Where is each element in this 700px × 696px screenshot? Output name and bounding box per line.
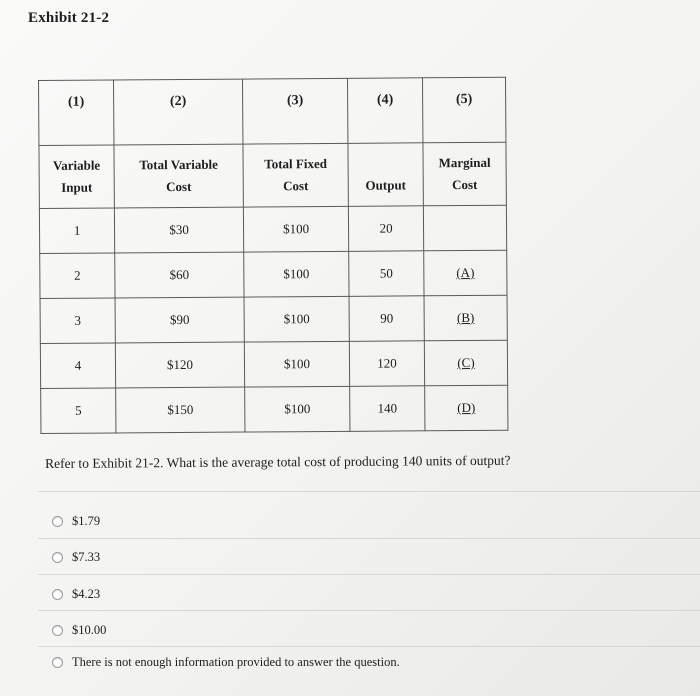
header-line: Cost xyxy=(283,178,309,194)
header-line: Marginal xyxy=(438,154,491,171)
col-header-total-variable-cost xyxy=(114,144,243,208)
table-header-names xyxy=(39,142,506,208)
answer-option-3[interactable] xyxy=(52,587,100,602)
divider xyxy=(38,491,700,492)
answer-option-4[interactable] xyxy=(52,623,106,638)
divider xyxy=(38,574,700,575)
header-line: Cost xyxy=(452,176,478,193)
divider xyxy=(38,538,700,539)
col-number: (4) xyxy=(347,78,422,144)
table-row xyxy=(40,250,507,298)
answer-option-2[interactable] xyxy=(52,550,100,565)
header-line: Total Fixed xyxy=(264,155,328,172)
table-cell: 3 xyxy=(40,298,115,344)
table-row xyxy=(39,205,506,253)
table-cell: 1 xyxy=(39,208,114,254)
table-cell xyxy=(423,205,506,251)
answer-option-1[interactable] xyxy=(52,514,100,529)
answer-label: $7.33 xyxy=(72,550,101,564)
radio-button-icon[interactable] xyxy=(52,657,63,668)
table-cell: $100 xyxy=(244,341,349,387)
table-cell: 4 xyxy=(40,343,115,389)
table-row xyxy=(40,340,507,388)
table-cell: 50 xyxy=(349,251,424,297)
header-line xyxy=(349,152,423,175)
col-header-marginal-cost xyxy=(423,142,506,206)
table-cell: (C) xyxy=(424,340,507,386)
answer-label: $4.23 xyxy=(72,587,101,601)
table-cell: $150 xyxy=(116,387,245,433)
radio-button-icon[interactable] xyxy=(52,552,63,563)
col-number: (5) xyxy=(422,77,505,143)
table-cell: $100 xyxy=(244,296,349,342)
table-row xyxy=(41,385,508,433)
header-line: Variable xyxy=(52,157,101,173)
question-text: Refer to Exhibit 21-2. What is the average total cost of producing 140 units of output? xyxy=(45,452,511,471)
table-cell: 2 xyxy=(40,253,115,299)
radio-button-icon[interactable] xyxy=(52,589,63,600)
table-cell: $120 xyxy=(115,342,244,388)
table-cell: 90 xyxy=(349,296,424,342)
header-line: Cost xyxy=(166,178,192,195)
col-number: (1) xyxy=(39,80,114,146)
table-cell: $100 xyxy=(243,206,348,252)
table-cell: (B) xyxy=(424,295,507,341)
table-row xyxy=(40,295,507,343)
divider xyxy=(38,646,700,647)
col-header-total-fixed-cost xyxy=(243,143,348,207)
answer-label: $10.00 xyxy=(72,623,107,637)
col-header-output xyxy=(348,143,423,207)
table-cell: 140 xyxy=(350,386,425,432)
table-cell: (A) xyxy=(424,250,507,296)
table-cell: (D) xyxy=(425,385,508,431)
exhibit-table xyxy=(38,77,508,434)
table-cell: $30 xyxy=(114,207,243,253)
table-cell: 20 xyxy=(348,206,423,252)
table-cell: 5 xyxy=(41,388,116,434)
header-line: Output xyxy=(365,177,407,193)
table-cell: $100 xyxy=(244,251,349,297)
header-line: Input xyxy=(61,179,93,195)
table-cell: $60 xyxy=(115,252,244,298)
table-header-numbers xyxy=(39,77,506,145)
col-number: (2) xyxy=(114,79,243,145)
table-cell: $100 xyxy=(245,386,350,432)
exhibit-title: Exhibit 21-2 xyxy=(28,10,110,26)
col-header-variable-input xyxy=(39,145,114,209)
table-cell: 120 xyxy=(349,341,424,387)
table-cell: $90 xyxy=(115,297,244,343)
radio-button-icon[interactable] xyxy=(52,516,63,527)
col-number: (3) xyxy=(242,78,347,144)
answer-label: $1.79 xyxy=(72,514,101,528)
answer-option-5[interactable] xyxy=(52,655,400,670)
answer-label: There is not enough information provided to answer the question. xyxy=(72,655,400,669)
divider xyxy=(38,610,700,611)
radio-button-icon[interactable] xyxy=(52,625,63,636)
header-line: Total Variable xyxy=(139,156,218,173)
